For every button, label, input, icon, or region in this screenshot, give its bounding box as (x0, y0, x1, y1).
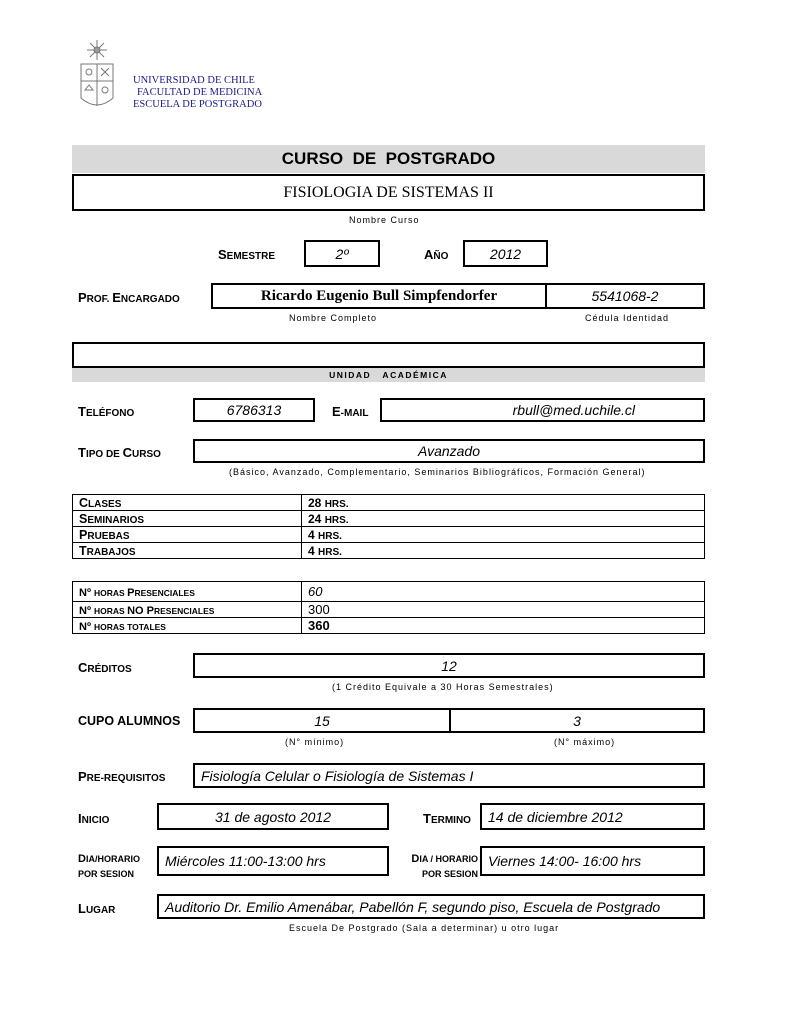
professor-id: 5541068-2 (591, 288, 659, 304)
hours-label: PRUEBAS (73, 527, 302, 543)
start-date-field[interactable] (157, 803, 389, 830)
schedule-1-label: DIA/HORARIO POR SESION (78, 853, 140, 879)
semester-field[interactable] (304, 240, 380, 267)
totals-value[interactable]: 360 (302, 618, 705, 634)
prereq-value: Fisiología Celular o Fisiología de Sistemas I (201, 767, 474, 784)
course-name-caption: Nombre Curso (349, 215, 420, 225)
course-type-label: TIPO DE CURSO (78, 445, 161, 460)
email-field[interactable] (380, 398, 705, 422)
table-row (73, 495, 705, 511)
credits-caption: (1 Crédito Equivale a 30 Horas Semestrales) (332, 682, 554, 692)
course-name: FISIOLOGIA DE SISTEMAS II (283, 183, 494, 201)
email-label: E-MAIL (332, 404, 369, 419)
schedule-2-value: Viernes 14:00- 16:00 hrs (488, 853, 642, 869)
table-row (73, 602, 705, 618)
professor-id-field[interactable] (545, 283, 705, 309)
course-type-field[interactable] (193, 439, 705, 463)
professor-name-caption: Nombre Completo (289, 313, 378, 323)
totals-table (72, 581, 705, 634)
professor-name-field[interactable] (211, 283, 547, 309)
year-value: 2012 (489, 245, 522, 262)
cupo-min-value: 15 (314, 712, 330, 729)
unidad-academica-caption: UNIDAD ACADÉMICA (329, 370, 448, 380)
cupo-min-field[interactable] (193, 708, 451, 733)
totals-label: Nº HORAS NO PRESENCIALES (73, 602, 302, 618)
semester-label: SEMESTRE (218, 247, 276, 262)
phone-value: 6786313 (226, 402, 282, 418)
credits-value: 12 (441, 657, 457, 674)
location-field[interactable] (157, 894, 705, 919)
totals-value[interactable]: 300 (302, 602, 705, 618)
location-caption: Escuela De Postgrado (Sala a determinar) u otro lugar (289, 923, 560, 933)
header-line-3: ESCUELA DE POSTGRADO (133, 99, 262, 110)
professor-label: PROF. ENCARGADO (78, 290, 180, 305)
course-name-field[interactable] (72, 174, 705, 211)
cupo-max-caption: (N° máximo) (554, 737, 616, 747)
cupo-label: CUPO ALUMNOS (78, 714, 181, 728)
table-row (73, 543, 705, 559)
end-date-value: 14 de diciembre 2012 (488, 808, 623, 825)
cupo-max-field[interactable] (449, 708, 705, 733)
start-date-value: 31 de agosto 2012 (215, 808, 331, 825)
location-value: Auditorio Dr. Emilio Amenábar, Pabellón F, segundo piso, Escuela de Postgrado (165, 898, 661, 915)
credits-label: CRÉDITOS (78, 660, 132, 675)
prereq-field[interactable] (193, 763, 705, 788)
end-date-field[interactable] (480, 803, 705, 830)
cupo-min-caption: (N° mínimo) (285, 737, 345, 747)
table-row (73, 527, 705, 543)
title-band (72, 145, 705, 173)
schedule-1-field[interactable] (157, 846, 389, 876)
schedule-2-label: DIA / HORARIO POR SESION (411, 853, 478, 879)
year-field[interactable] (463, 240, 548, 267)
university-crest-icon (78, 38, 128, 116)
schedule-2-field[interactable] (480, 846, 705, 876)
unidad-academica-band (72, 368, 705, 382)
course-type-value: Avanzado (417, 443, 480, 459)
table-row (73, 511, 705, 527)
course-type-caption: (Básico, Avanzado, Complementario, Seminarios Bibliográficos, Formación General) (229, 467, 646, 477)
schedule-1-value: Miércoles 11:00-13:00 hrs (165, 853, 326, 869)
hours-value[interactable]: 28 HRS. (302, 495, 705, 511)
header-line-2: FACULTAD DE MEDICINA (137, 87, 263, 98)
start-label: INICIO (78, 811, 110, 826)
cupo-max-value: 3 (573, 712, 581, 729)
header-line-1: UNIVERSIDAD DE CHILE (133, 75, 255, 86)
email-value: rbull@med.uchile.cl (512, 402, 635, 418)
table-row (73, 618, 705, 634)
end-label: TERMINO (423, 811, 471, 826)
hours-value[interactable]: 4 HRS. (302, 527, 705, 543)
totals-label: Nº HORAS PRESENCIALES (73, 582, 302, 602)
totals-value[interactable]: 60 (302, 582, 705, 602)
phone-field[interactable] (193, 398, 315, 422)
hours-value[interactable]: 4 HRS. (302, 543, 705, 559)
professor-id-caption: Cédula Identidad (585, 313, 670, 323)
hours-label: TRABAJOS (73, 543, 302, 559)
year-label: AÑO (424, 247, 449, 262)
semester-value: 2º (335, 245, 349, 262)
unidad-academica-field[interactable] (72, 342, 705, 368)
table-row (73, 582, 705, 602)
phone-label: TELÉFONO (78, 404, 135, 419)
prereq-label: PRE-REQUISITOS (78, 769, 166, 784)
credits-field[interactable] (193, 653, 705, 678)
page-title: CURSO DE POSTGRADO (281, 149, 496, 168)
hours-label: SEMINARIOS (73, 511, 302, 527)
location-label: LUGAR (78, 901, 116, 916)
totals-label: Nº HORAS TOTALES (73, 618, 302, 634)
hours-value[interactable]: 24 HRS. (302, 511, 705, 527)
hours-label: CLASES (73, 495, 302, 511)
hours-table (72, 494, 705, 559)
professor-name: Ricardo Eugenio Bull Simpfendorfer (260, 287, 498, 304)
